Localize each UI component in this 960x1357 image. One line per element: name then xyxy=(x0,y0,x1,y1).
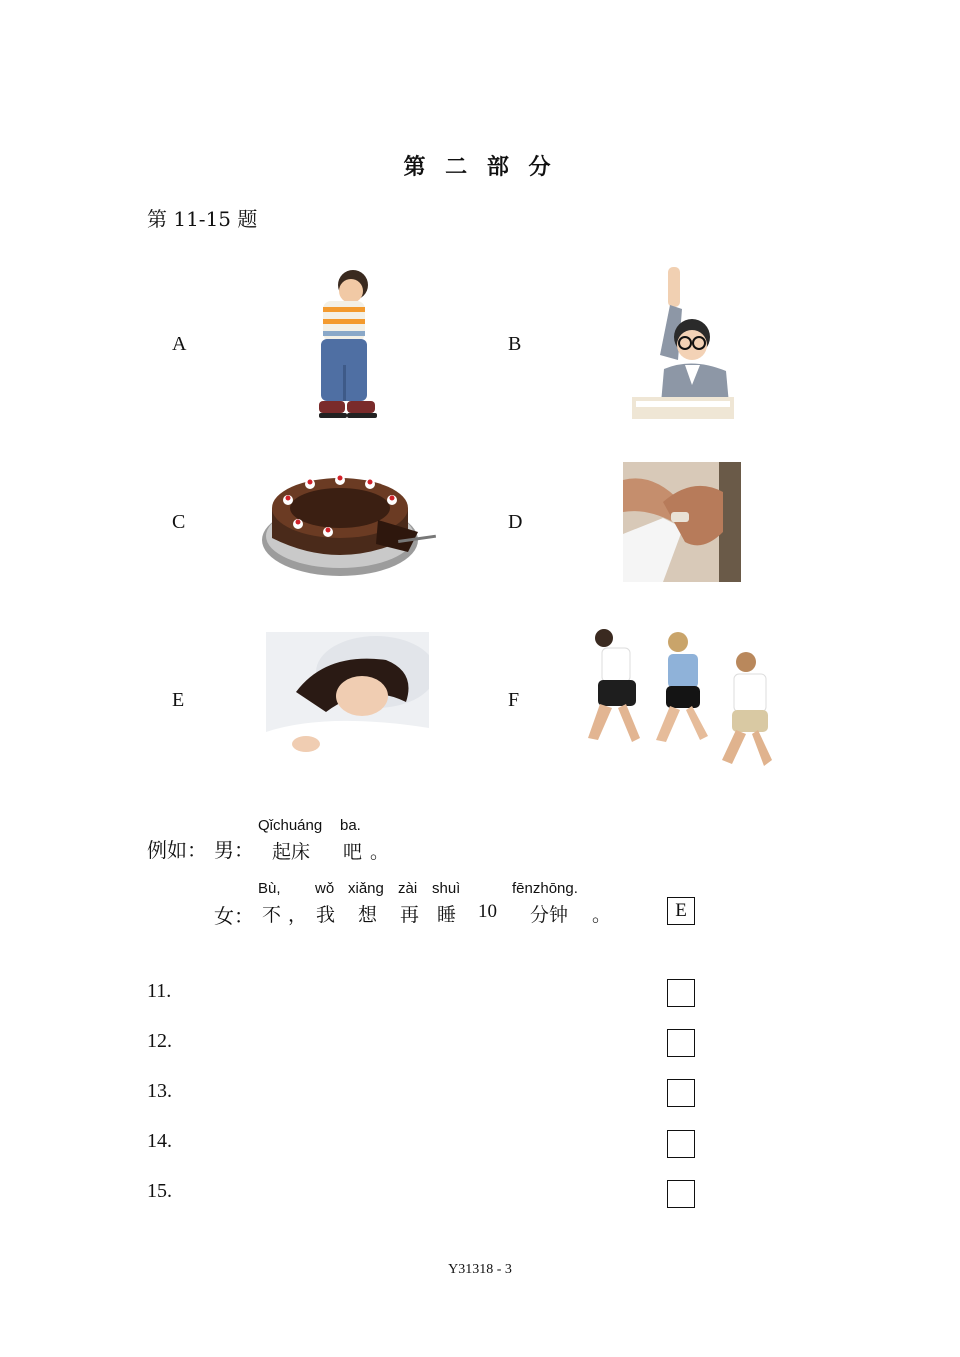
question-12-number: 12. xyxy=(147,1030,172,1052)
question-15-number: 15. xyxy=(147,1180,172,1202)
bandaged-hand-photo xyxy=(623,462,741,582)
option-letter-f: F xyxy=(508,689,520,711)
question-12-answer-box[interactable] xyxy=(667,1029,695,1057)
question-11-answer-box[interactable] xyxy=(667,979,695,1007)
option-letter-e: E xyxy=(172,689,185,711)
pinyin-qichuang: Qǐchuáng xyxy=(258,817,323,834)
example-answer-box: E xyxy=(667,897,695,925)
hanzi-shui: 睡 xyxy=(437,904,457,926)
pinyin-xiang: xiǎng xyxy=(348,880,384,897)
hanzi-wo: 我 xyxy=(316,904,336,926)
running-kids-photo xyxy=(582,628,782,770)
pinyin-zai: zài xyxy=(398,880,418,897)
question-13-number: 13. xyxy=(147,1080,172,1102)
pinyin-ba: ba. xyxy=(340,817,361,834)
hanzi-fenzhong: 分钟 xyxy=(530,904,569,926)
question-14-number: 14. xyxy=(147,1130,172,1152)
question-range: 第 11-15 题 xyxy=(147,207,258,231)
pinyin-bu: Bù, xyxy=(258,880,281,897)
hanzi-comma: ， xyxy=(288,904,308,926)
chocolate-cake-photo xyxy=(258,460,438,580)
option-letter-d: D xyxy=(508,511,523,533)
hanzi-period: 。 xyxy=(370,841,390,863)
woman-speaker-label: 女： xyxy=(214,904,254,928)
option-letter-c: C xyxy=(172,511,186,533)
man-speaker-label: 男： xyxy=(214,838,254,862)
toddler-photo xyxy=(305,265,390,427)
option-letter-b: B xyxy=(508,333,522,355)
question-11-number: 11. xyxy=(147,980,172,1002)
pinyin-wo: wǒ xyxy=(315,880,335,897)
sleeping-woman-photo xyxy=(266,632,429,767)
boy-raising-hand-photo xyxy=(630,265,735,420)
hanzi-qichuang: 起床 xyxy=(272,841,311,863)
pinyin-shui: shuì xyxy=(432,880,461,897)
part-title: 第 二 部 分 xyxy=(403,154,557,180)
hanzi-zai: 再 xyxy=(400,904,420,926)
hanzi-ba: 吧 xyxy=(343,841,363,863)
question-15-answer-box[interactable] xyxy=(667,1180,695,1208)
hanzi-bu: 不 xyxy=(262,904,282,926)
question-14-answer-box[interactable] xyxy=(667,1130,695,1158)
option-letter-a: A xyxy=(172,333,187,355)
hanzi-period-2: 。 xyxy=(592,904,612,926)
hanzi-ten: 10 xyxy=(478,901,497,922)
example-label: 例如： xyxy=(147,838,207,862)
page-footer: Y31318 - 3 xyxy=(448,1262,512,1277)
hanzi-xiang: 想 xyxy=(358,904,378,926)
pinyin-fenzhong: fēnzhōng. xyxy=(512,880,578,897)
question-13-answer-box[interactable] xyxy=(667,1079,695,1107)
